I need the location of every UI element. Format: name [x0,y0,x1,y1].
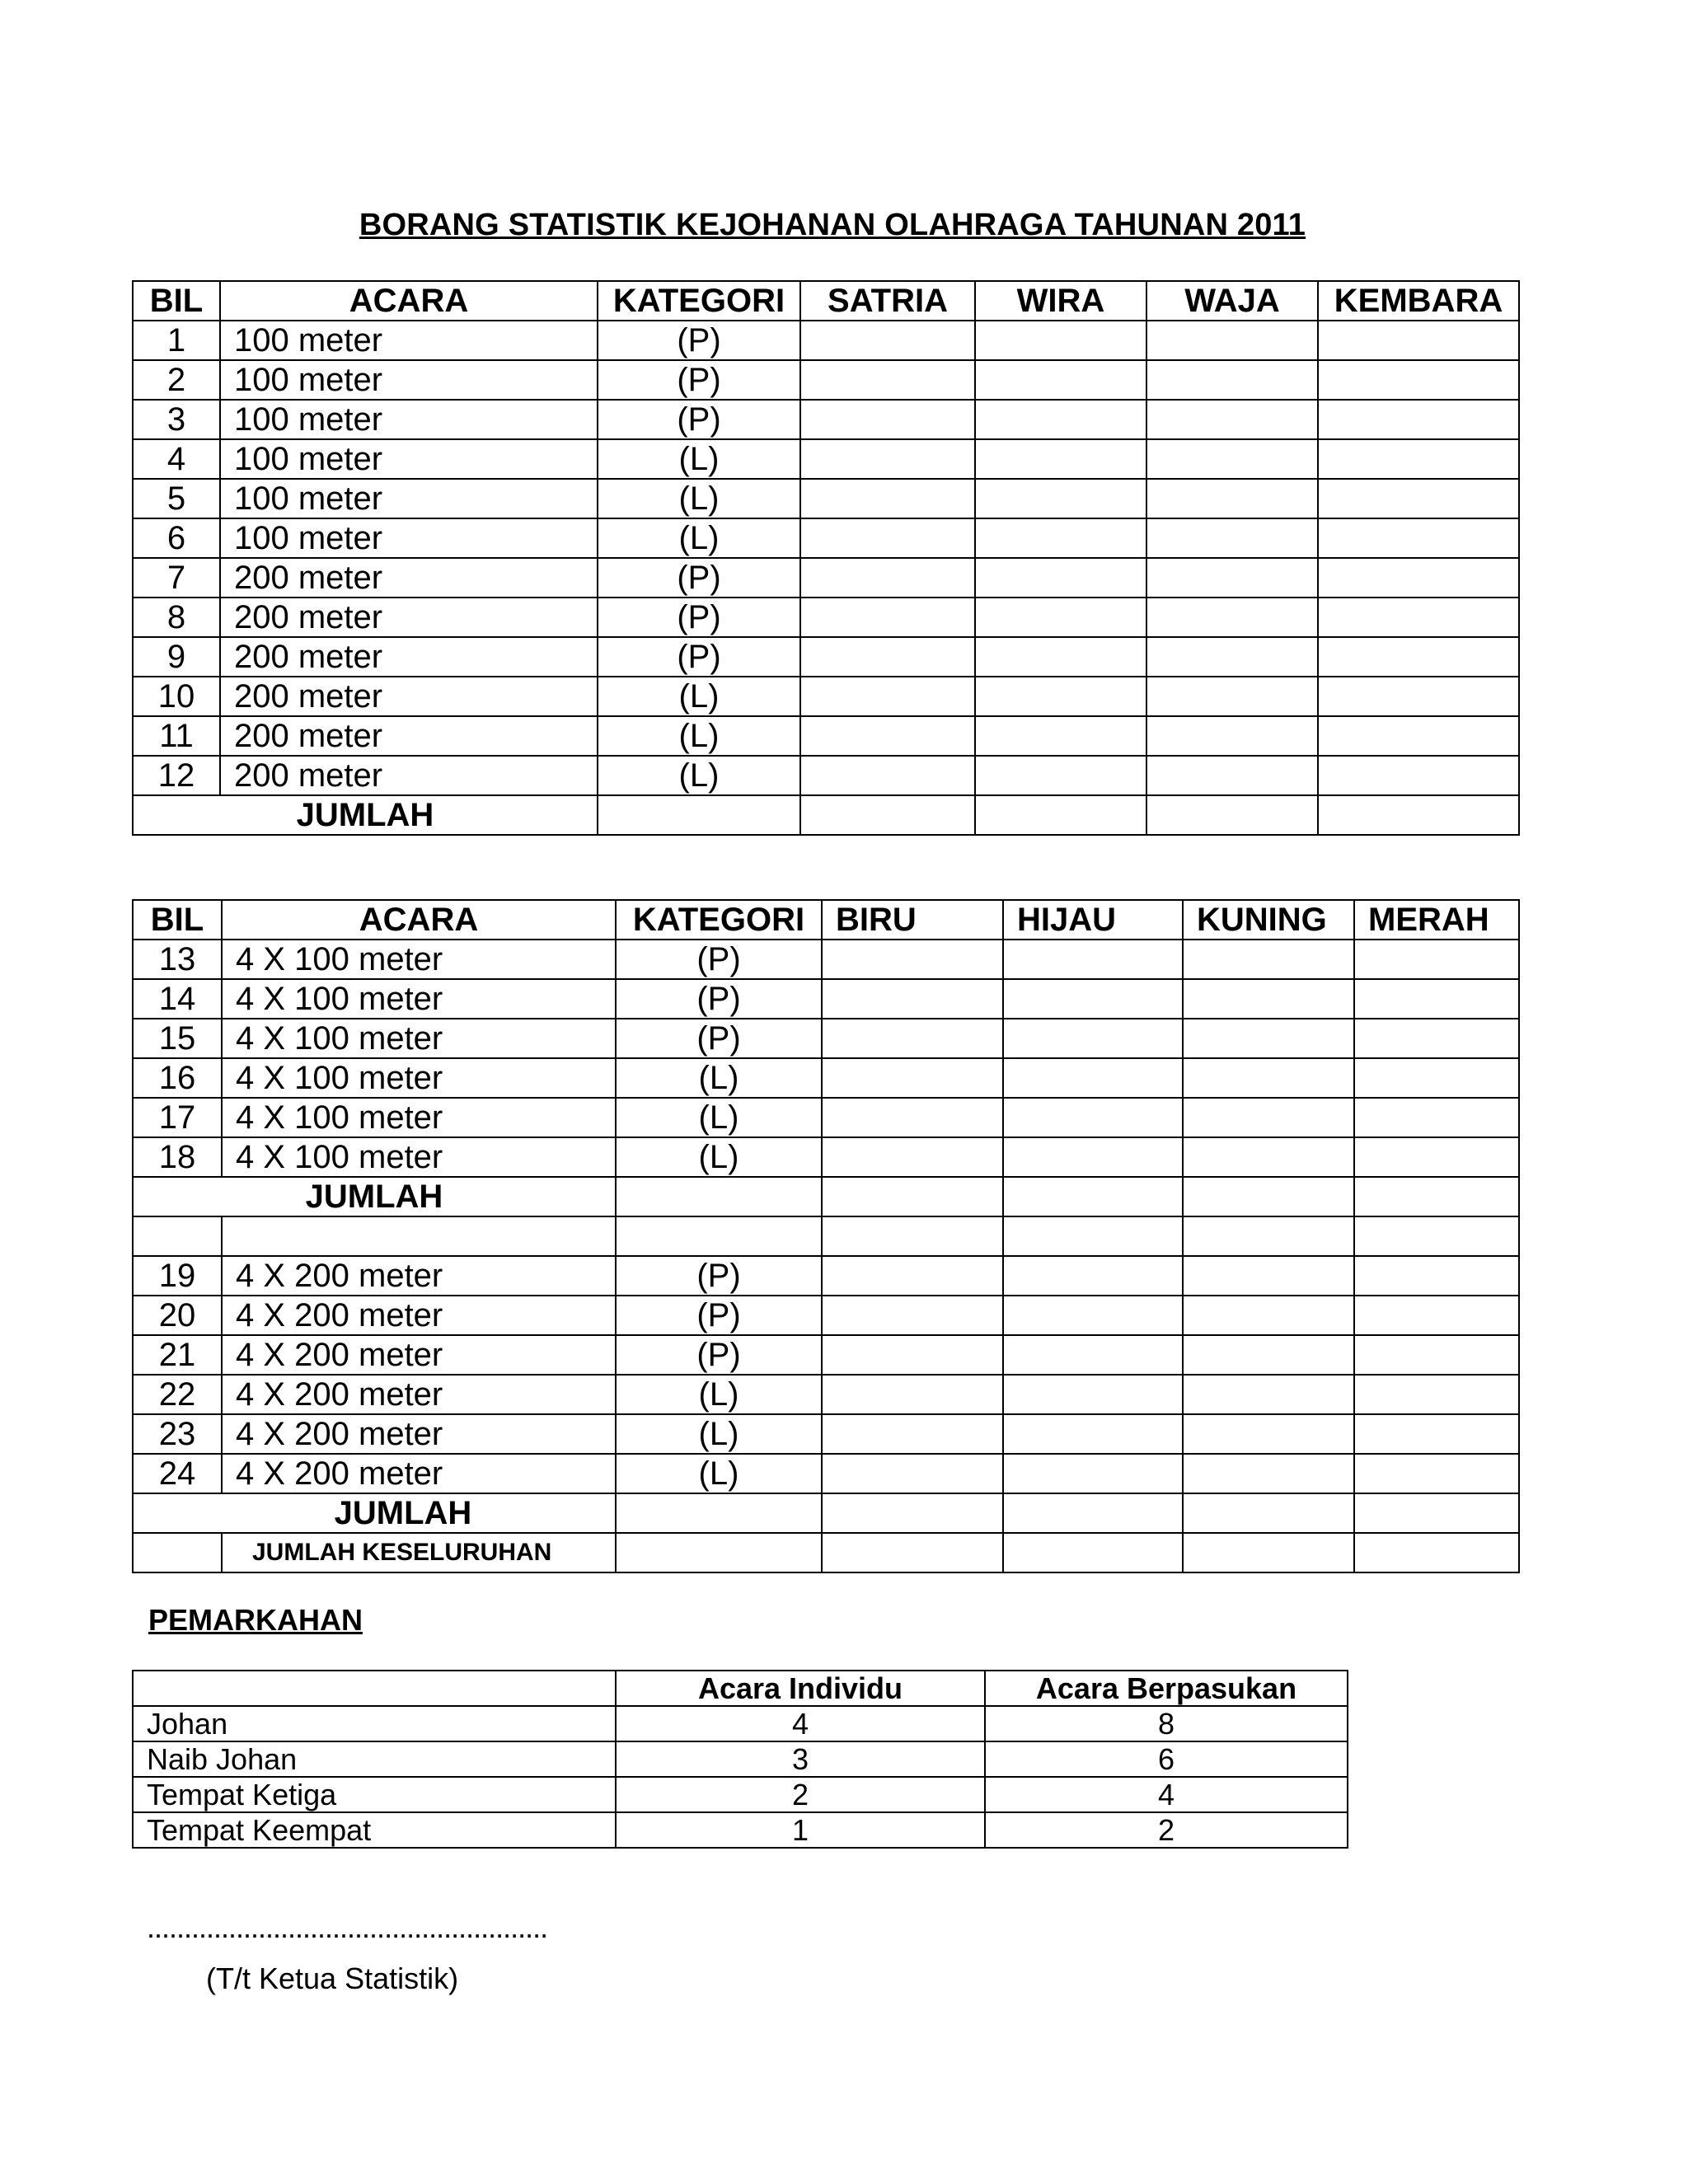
score-cell[interactable] [1003,1335,1183,1375]
event-row [133,1256,1519,1296]
individual-events-table [132,280,1520,836]
event-number: 17 [133,1098,222,1137]
blank-cell [133,1216,222,1256]
total-cell[interactable] [800,795,975,835]
event-row [133,479,1519,518]
total-cell[interactable] [1354,1533,1519,1572]
header-bil: BIL [133,281,220,321]
header-bil: BIL [133,900,222,940]
placing-label: Johan [133,1706,616,1741]
scoring-row [133,1777,1348,1812]
event-name: 100 meter [220,479,598,518]
event-row [133,637,1519,677]
signature-label: (T/t Ketua Statistik) [206,1961,459,1995]
score-cell[interactable] [1354,1137,1519,1177]
event-category: (P) [616,1296,822,1335]
score-cell[interactable] [1183,1137,1354,1177]
score-cell[interactable] [800,558,975,598]
individual-points: 1 [616,1812,985,1848]
score-cell[interactable] [1354,979,1519,1019]
event-category: (L) [598,518,800,558]
score-cell[interactable] [975,479,1146,518]
score-cell[interactable] [1318,400,1519,439]
blank-cell [133,1533,222,1572]
score-cell[interactable] [975,321,1146,360]
event-number: 7 [133,558,220,598]
total-row [133,795,1519,835]
score-cell[interactable] [975,360,1146,400]
event-number: 16 [133,1058,222,1098]
score-cell[interactable] [822,1375,1003,1414]
score-cell[interactable] [975,558,1146,598]
total-cell[interactable] [1354,1493,1519,1533]
event-category: (P) [598,400,800,439]
event-number: 23 [133,1414,222,1454]
event-category: (L) [616,1414,822,1454]
header-waja: WAJA [1146,281,1318,321]
event-name: 4 X 200 meter [222,1375,616,1414]
event-row [133,400,1519,439]
event-category: (L) [616,1137,822,1177]
score-cell[interactable] [822,1296,1003,1335]
event-number: 15 [133,1019,222,1058]
total-cell[interactable] [1146,795,1318,835]
total-cell[interactable] [1003,1533,1183,1572]
score-cell[interactable] [1354,1335,1519,1375]
event-category: (L) [598,677,800,716]
signature-line: ...................................................... [147,1910,548,1944]
subtotal-row [133,1493,1519,1533]
header-row [133,900,1519,940]
score-cell[interactable] [1003,1375,1183,1414]
event-name: 100 meter [220,360,598,400]
score-cell[interactable] [1003,1414,1183,1454]
score-cell[interactable] [1003,1454,1183,1493]
event-row [133,598,1519,637]
event-category: (P) [598,558,800,598]
score-cell[interactable] [1354,940,1519,979]
total-cell[interactable] [822,1177,1003,1216]
event-name: 4 X 200 meter [222,1335,616,1375]
score-cell[interactable] [1318,479,1519,518]
individual-points: 2 [616,1777,985,1812]
score-cell[interactable] [800,400,975,439]
header-kuning: KUNING [1183,900,1354,940]
score-cell[interactable] [1146,360,1318,400]
header-kategori: KATEGORI [598,281,800,321]
score-cell[interactable] [800,518,975,558]
header-team: Acara Berpasukan [985,1671,1348,1706]
score-cell[interactable] [1183,1375,1354,1414]
event-number: 6 [133,518,220,558]
event-number: 10 [133,677,220,716]
score-cell[interactable] [800,321,975,360]
event-name: 4 X 200 meter [222,1256,616,1296]
event-name: 4 X 100 meter [222,1058,616,1098]
score-cell[interactable] [800,479,975,518]
event-category: (P) [598,321,800,360]
score-cell[interactable] [1003,940,1183,979]
score-cell[interactable] [822,1256,1003,1296]
header-acara: ACARA [222,900,616,940]
score-cell[interactable] [1354,1454,1519,1493]
event-name: 4 X 100 meter [222,979,616,1019]
header-merah: MERAH [1354,900,1519,940]
score-cell[interactable] [800,439,975,479]
event-category: (P) [616,979,822,1019]
event-number: 20 [133,1296,222,1335]
event-row [133,1335,1519,1375]
blank-cell [822,1216,1003,1256]
total-cell[interactable] [598,795,800,835]
event-category: (P) [616,1335,822,1375]
event-name: 200 meter [220,637,598,677]
score-cell[interactable] [822,1335,1003,1375]
grand-total-row [133,1533,1519,1572]
score-cell[interactable] [1146,637,1318,677]
score-cell[interactable] [1146,321,1318,360]
score-cell[interactable] [822,1454,1003,1493]
event-row [133,1296,1519,1335]
event-row [133,518,1519,558]
score-cell[interactable] [1354,1296,1519,1335]
score-cell[interactable] [1146,677,1318,716]
event-category: (L) [598,716,800,756]
event-name: 100 meter [220,321,598,360]
placing-label: Naib Johan [133,1741,616,1777]
subtotal-row [133,1177,1519,1216]
event-name: 4 X 100 meter [222,1137,616,1177]
score-cell[interactable] [1003,979,1183,1019]
score-cell[interactable] [800,716,975,756]
event-name: 100 meter [220,400,598,439]
total-cell[interactable] [822,1493,1003,1533]
subtotal-label: JUMLAH [133,1177,616,1216]
event-name: 4 X 200 meter [222,1414,616,1454]
header-satria: SATRIA [800,281,975,321]
event-category: (P) [616,1019,822,1058]
score-cell[interactable] [975,598,1146,637]
score-cell[interactable] [975,756,1146,795]
event-name: 100 meter [220,518,598,558]
event-row [133,439,1519,479]
event-category: (P) [598,637,800,677]
event-row [133,360,1519,400]
event-number: 9 [133,637,220,677]
score-cell[interactable] [822,1414,1003,1454]
team-events-table [132,899,1520,1573]
team-points: 8 [985,1706,1348,1741]
score-cell[interactable] [1003,1098,1183,1137]
event-number: 13 [133,940,222,979]
score-cell[interactable] [975,637,1146,677]
score-cell[interactable] [1146,756,1318,795]
header-kategori: KATEGORI [616,900,822,940]
event-number: 12 [133,756,220,795]
score-cell[interactable] [1183,1019,1354,1058]
score-cell[interactable] [1183,1335,1354,1375]
subtotal-label: JUMLAH [133,1493,616,1533]
score-cell[interactable] [1354,1375,1519,1414]
score-cell[interactable] [1003,1256,1183,1296]
event-name: 4 X 100 meter [222,1098,616,1137]
score-cell[interactable] [1003,1296,1183,1335]
header-acara: ACARA [220,281,598,321]
event-name: 4 X 100 meter [222,1019,616,1058]
score-cell[interactable] [975,518,1146,558]
event-name: 200 meter [220,677,598,716]
event-row [133,1414,1519,1454]
event-number: 11 [133,716,220,756]
event-name: 4 X 100 meter [222,940,616,979]
blank-row [133,1216,1519,1256]
event-number: 24 [133,1454,222,1493]
total-cell[interactable] [1003,1493,1183,1533]
scoring-row [133,1706,1348,1741]
event-category: (L) [616,1098,822,1137]
event-name: 200 meter [220,756,598,795]
score-cell[interactable] [1354,1058,1519,1098]
header-placing [133,1671,616,1706]
event-row [133,1454,1519,1493]
event-row [133,1137,1519,1177]
event-row [133,979,1519,1019]
event-row [133,940,1519,979]
event-row [133,1058,1519,1098]
event-name: 4 X 200 meter [222,1296,616,1335]
event-category: (P) [616,940,822,979]
score-cell[interactable] [1003,1058,1183,1098]
score-cell[interactable] [1354,1256,1519,1296]
score-cell[interactable] [1146,558,1318,598]
total-cell[interactable] [975,795,1146,835]
score-cell[interactable] [975,677,1146,716]
score-cell[interactable] [1354,1414,1519,1454]
score-cell[interactable] [1183,1098,1354,1137]
total-cell[interactable] [1318,795,1519,835]
score-cell[interactable] [822,1058,1003,1098]
event-row [133,321,1519,360]
score-cell[interactable] [1146,479,1318,518]
event-category: (P) [616,1256,822,1296]
score-cell[interactable] [1318,439,1519,479]
event-category: (P) [598,360,800,400]
individual-points: 4 [616,1706,985,1741]
event-number: 19 [133,1256,222,1296]
score-cell[interactable] [1318,637,1519,677]
event-name: 4 X 200 meter [222,1454,616,1493]
score-cell[interactable] [1146,400,1318,439]
total-cell[interactable] [1354,1177,1519,1216]
score-cell[interactable] [1354,1019,1519,1058]
header-individual: Acara Individu [616,1671,985,1706]
score-cell[interactable] [1318,598,1519,637]
total-cell[interactable] [616,1533,822,1572]
event-number: 18 [133,1137,222,1177]
header-row [133,281,1519,321]
score-cell[interactable] [1146,439,1318,479]
score-cell[interactable] [1003,1137,1183,1177]
score-cell[interactable] [975,439,1146,479]
event-name: 200 meter [220,716,598,756]
event-number: 2 [133,360,220,400]
event-category: (P) [598,598,800,637]
score-cell[interactable] [800,756,975,795]
blank-cell [222,1216,616,1256]
score-cell[interactable] [800,637,975,677]
event-row [133,1019,1519,1058]
event-name: 200 meter [220,558,598,598]
score-cell[interactable] [975,716,1146,756]
event-row [133,1098,1519,1137]
event-number: 3 [133,400,220,439]
score-cell[interactable] [1318,716,1519,756]
team-points: 4 [985,1777,1348,1812]
score-cell[interactable] [1146,716,1318,756]
total-cell[interactable] [616,1493,822,1533]
event-category: (L) [598,439,800,479]
score-cell[interactable] [1146,598,1318,637]
team-points: 6 [985,1741,1348,1777]
header-row [133,1671,1348,1706]
scoring-table [132,1670,1348,1849]
score-cell[interactable] [1183,1296,1354,1335]
event-category: (L) [598,479,800,518]
form-title: BORANG STATISTIK KEJOHANAN OLAHRAGA TAHUNAN 2011 [359,208,1306,242]
event-number: 14 [133,979,222,1019]
score-cell[interactable] [1183,1256,1354,1296]
score-cell[interactable] [800,360,975,400]
score-cell[interactable] [1318,677,1519,716]
event-number: 22 [133,1375,222,1414]
event-number: 8 [133,598,220,637]
score-cell[interactable] [1183,1058,1354,1098]
score-cell[interactable] [1318,518,1519,558]
event-row [133,1375,1519,1414]
placing-label: Tempat Ketiga [133,1777,616,1812]
score-cell[interactable] [822,1098,1003,1137]
score-cell[interactable] [822,1019,1003,1058]
score-cell[interactable] [800,598,975,637]
blank-cell [616,1216,822,1256]
event-name: 200 meter [220,598,598,637]
header-hijau: HIJAU [1003,900,1183,940]
score-cell[interactable] [1183,1454,1354,1493]
score-cell[interactable] [1318,360,1519,400]
event-number: 5 [133,479,220,518]
scoring-row [133,1812,1348,1848]
score-cell[interactable] [1183,1414,1354,1454]
score-cell[interactable] [800,677,975,716]
header-wira: WIRA [975,281,1146,321]
scoring-row [133,1741,1348,1777]
total-cell[interactable] [822,1533,1003,1572]
total-cell[interactable] [1183,1177,1354,1216]
blank-cell [1354,1216,1519,1256]
score-cell[interactable] [1183,940,1354,979]
event-name: 100 meter [220,439,598,479]
event-row [133,677,1519,716]
total-cell[interactable] [616,1177,822,1216]
score-cell[interactable] [1146,518,1318,558]
score-cell[interactable] [1003,1019,1183,1058]
score-cell[interactable] [822,1137,1003,1177]
event-number: 4 [133,439,220,479]
grand-total-label: JUMLAH KESELURUHAN [222,1533,616,1572]
header-biru: BIRU [822,900,1003,940]
event-number: 1 [133,321,220,360]
individual-points: 3 [616,1741,985,1777]
event-number: 21 [133,1335,222,1375]
score-cell[interactable] [1354,1098,1519,1137]
event-row [133,716,1519,756]
total-label: JUMLAH [133,795,598,835]
score-cell[interactable] [822,940,1003,979]
scoring-heading: PEMARKAHAN [148,1603,363,1637]
team-points: 2 [985,1812,1348,1848]
score-cell[interactable] [822,979,1003,1019]
score-cell[interactable] [1318,558,1519,598]
event-row [133,558,1519,598]
score-cell[interactable] [1183,979,1354,1019]
total-cell[interactable] [1003,1177,1183,1216]
header-kembara: KEMBARA [1318,281,1519,321]
blank-cell [1183,1216,1354,1256]
event-row [133,756,1519,795]
total-cell[interactable] [1183,1493,1354,1533]
score-cell[interactable] [1318,321,1519,360]
event-category: (L) [616,1375,822,1414]
score-cell[interactable] [1318,756,1519,795]
event-category: (L) [616,1454,822,1493]
event-category: (L) [616,1058,822,1098]
placing-label: Tempat Keempat [133,1812,616,1848]
blank-cell [1003,1216,1183,1256]
score-cell[interactable] [975,400,1146,439]
total-cell[interactable] [1183,1533,1354,1572]
event-category: (L) [598,756,800,795]
